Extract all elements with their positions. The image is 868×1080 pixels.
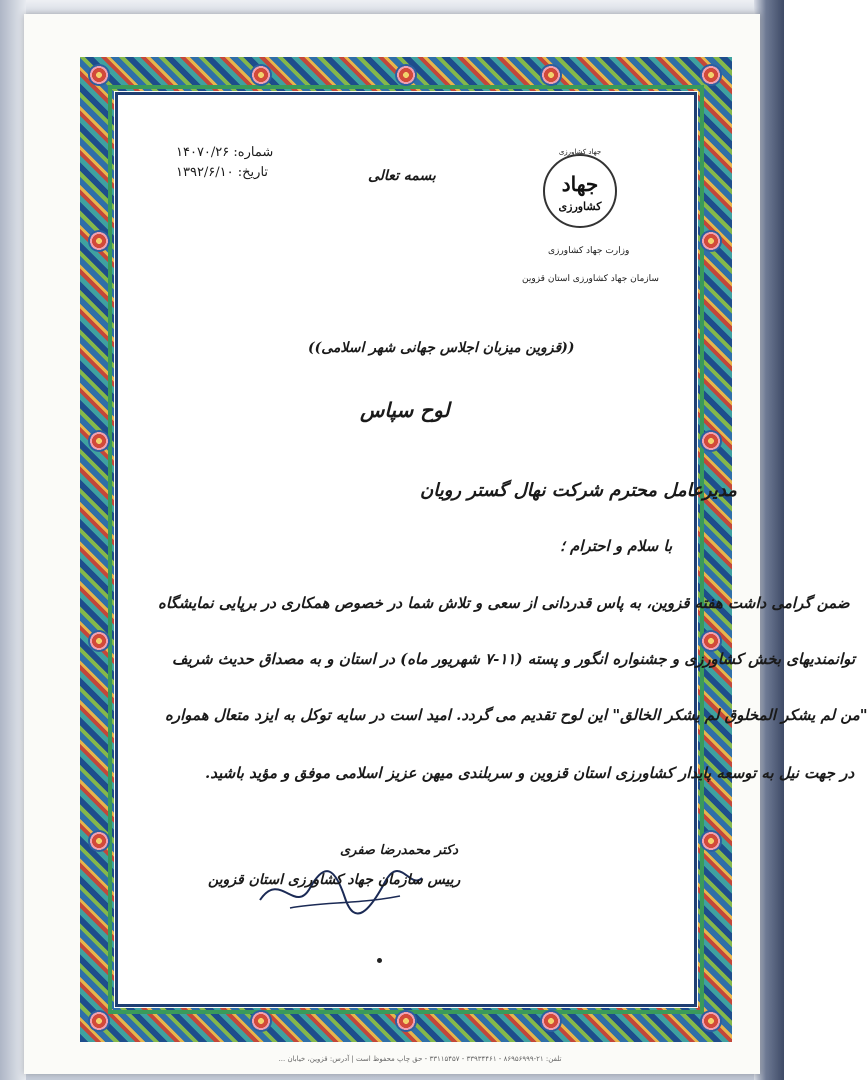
rosette-right-2: [700, 430, 722, 452]
rosette-left-1: [88, 230, 110, 252]
rosette-top-right: [700, 64, 722, 86]
letter-date: تاریخ: ۱۳۹۲/۶/۱۰: [176, 165, 269, 180]
signer-title: رییس سازمان جهاد کشاورزی استان قزوین: [208, 872, 461, 888]
rosette-bottom-left: [88, 1010, 110, 1032]
rosette-top-1: [250, 64, 272, 86]
rosette-top-left: [88, 64, 110, 86]
signer-name: دکتر محمدرضا صفری: [340, 843, 459, 858]
handwritten-signature: [250, 860, 430, 920]
rosette-top-3: [540, 64, 562, 86]
rosette-left-2: [88, 430, 110, 452]
bismillah-heading: بسمه تعالی: [368, 168, 436, 184]
event-subtitle: ((قزوین میزبان اجلاس جهانی شهر اسلامی)): [308, 340, 575, 356]
ministry-name: وزارت جهاد کشاورزی: [548, 246, 630, 256]
rosette-left-3: [88, 630, 110, 652]
organization-name: سازمان جهاد کشاورزی استان قزوین: [522, 274, 659, 284]
rosette-right-1: [700, 230, 722, 252]
jihad-agriculture-logo: [535, 150, 625, 230]
logo-sub-text: کشاورزی: [558, 200, 602, 213]
rosette-bottom-1: [250, 1010, 272, 1032]
logo-main-text: جهاد: [561, 172, 599, 196]
body-line-4: در جهت نیل به توسعه پایدار کشاورزی استان قزوین و سربلندی میهن عزیز اسلامی موفق و مؤید باشید.: [205, 764, 855, 782]
certificate-title: لوح سپاس: [360, 398, 450, 422]
rosette-bottom-2: [395, 1010, 417, 1032]
decorative-dot: [377, 958, 382, 963]
folder-edge-left: [0, 0, 26, 1080]
greeting-line: با سلام و احترام ؛: [560, 537, 673, 555]
body-line-3: "من لم یشکر المخلوق لم یشکر الخالق" این لوح تقدیم می گردد. امید است در سایه توکل به ایزد متعال همواره: [165, 706, 868, 724]
footer-contact: تلفن: ۲۱-۸۶۹۵۶۹۹۹ - ۳۳۹۳۴۴۶۱ - ۳۳۱۱۵۴۵۷ - حق چاپ محفوظ است | آدرس: قزوین، خیابان ...: [278, 1055, 562, 1063]
rosette-right-4: [700, 830, 722, 852]
body-line-1: ضمن گرامی داشت هفته قزوین، به پاس قدردانی از سعی و تلاش شما در خصوص همکاری در برپایی نمایشگاه: [158, 594, 850, 612]
rosette-top-2: [395, 64, 417, 86]
rosette-bottom-3: [540, 1010, 562, 1032]
letter-number: شماره: ۱۴۰۷۰/۲۶: [176, 145, 274, 160]
rosette-bottom-right: [700, 1010, 722, 1032]
rosette-right-3: [700, 630, 722, 652]
recipient-line: مدیرعامل محترم شرکت نهال گستر رویان: [420, 480, 737, 501]
body-line-2: توانمندیهای بخش کشاورزی و جشنواره انگور و پسته (۱۱-۷ شهریور ماه) در استان و به مصداق حدیث شریف: [172, 650, 856, 668]
logo-top-text: جهاد کشاورزی: [558, 148, 602, 156]
rosette-left-4: [88, 830, 110, 852]
